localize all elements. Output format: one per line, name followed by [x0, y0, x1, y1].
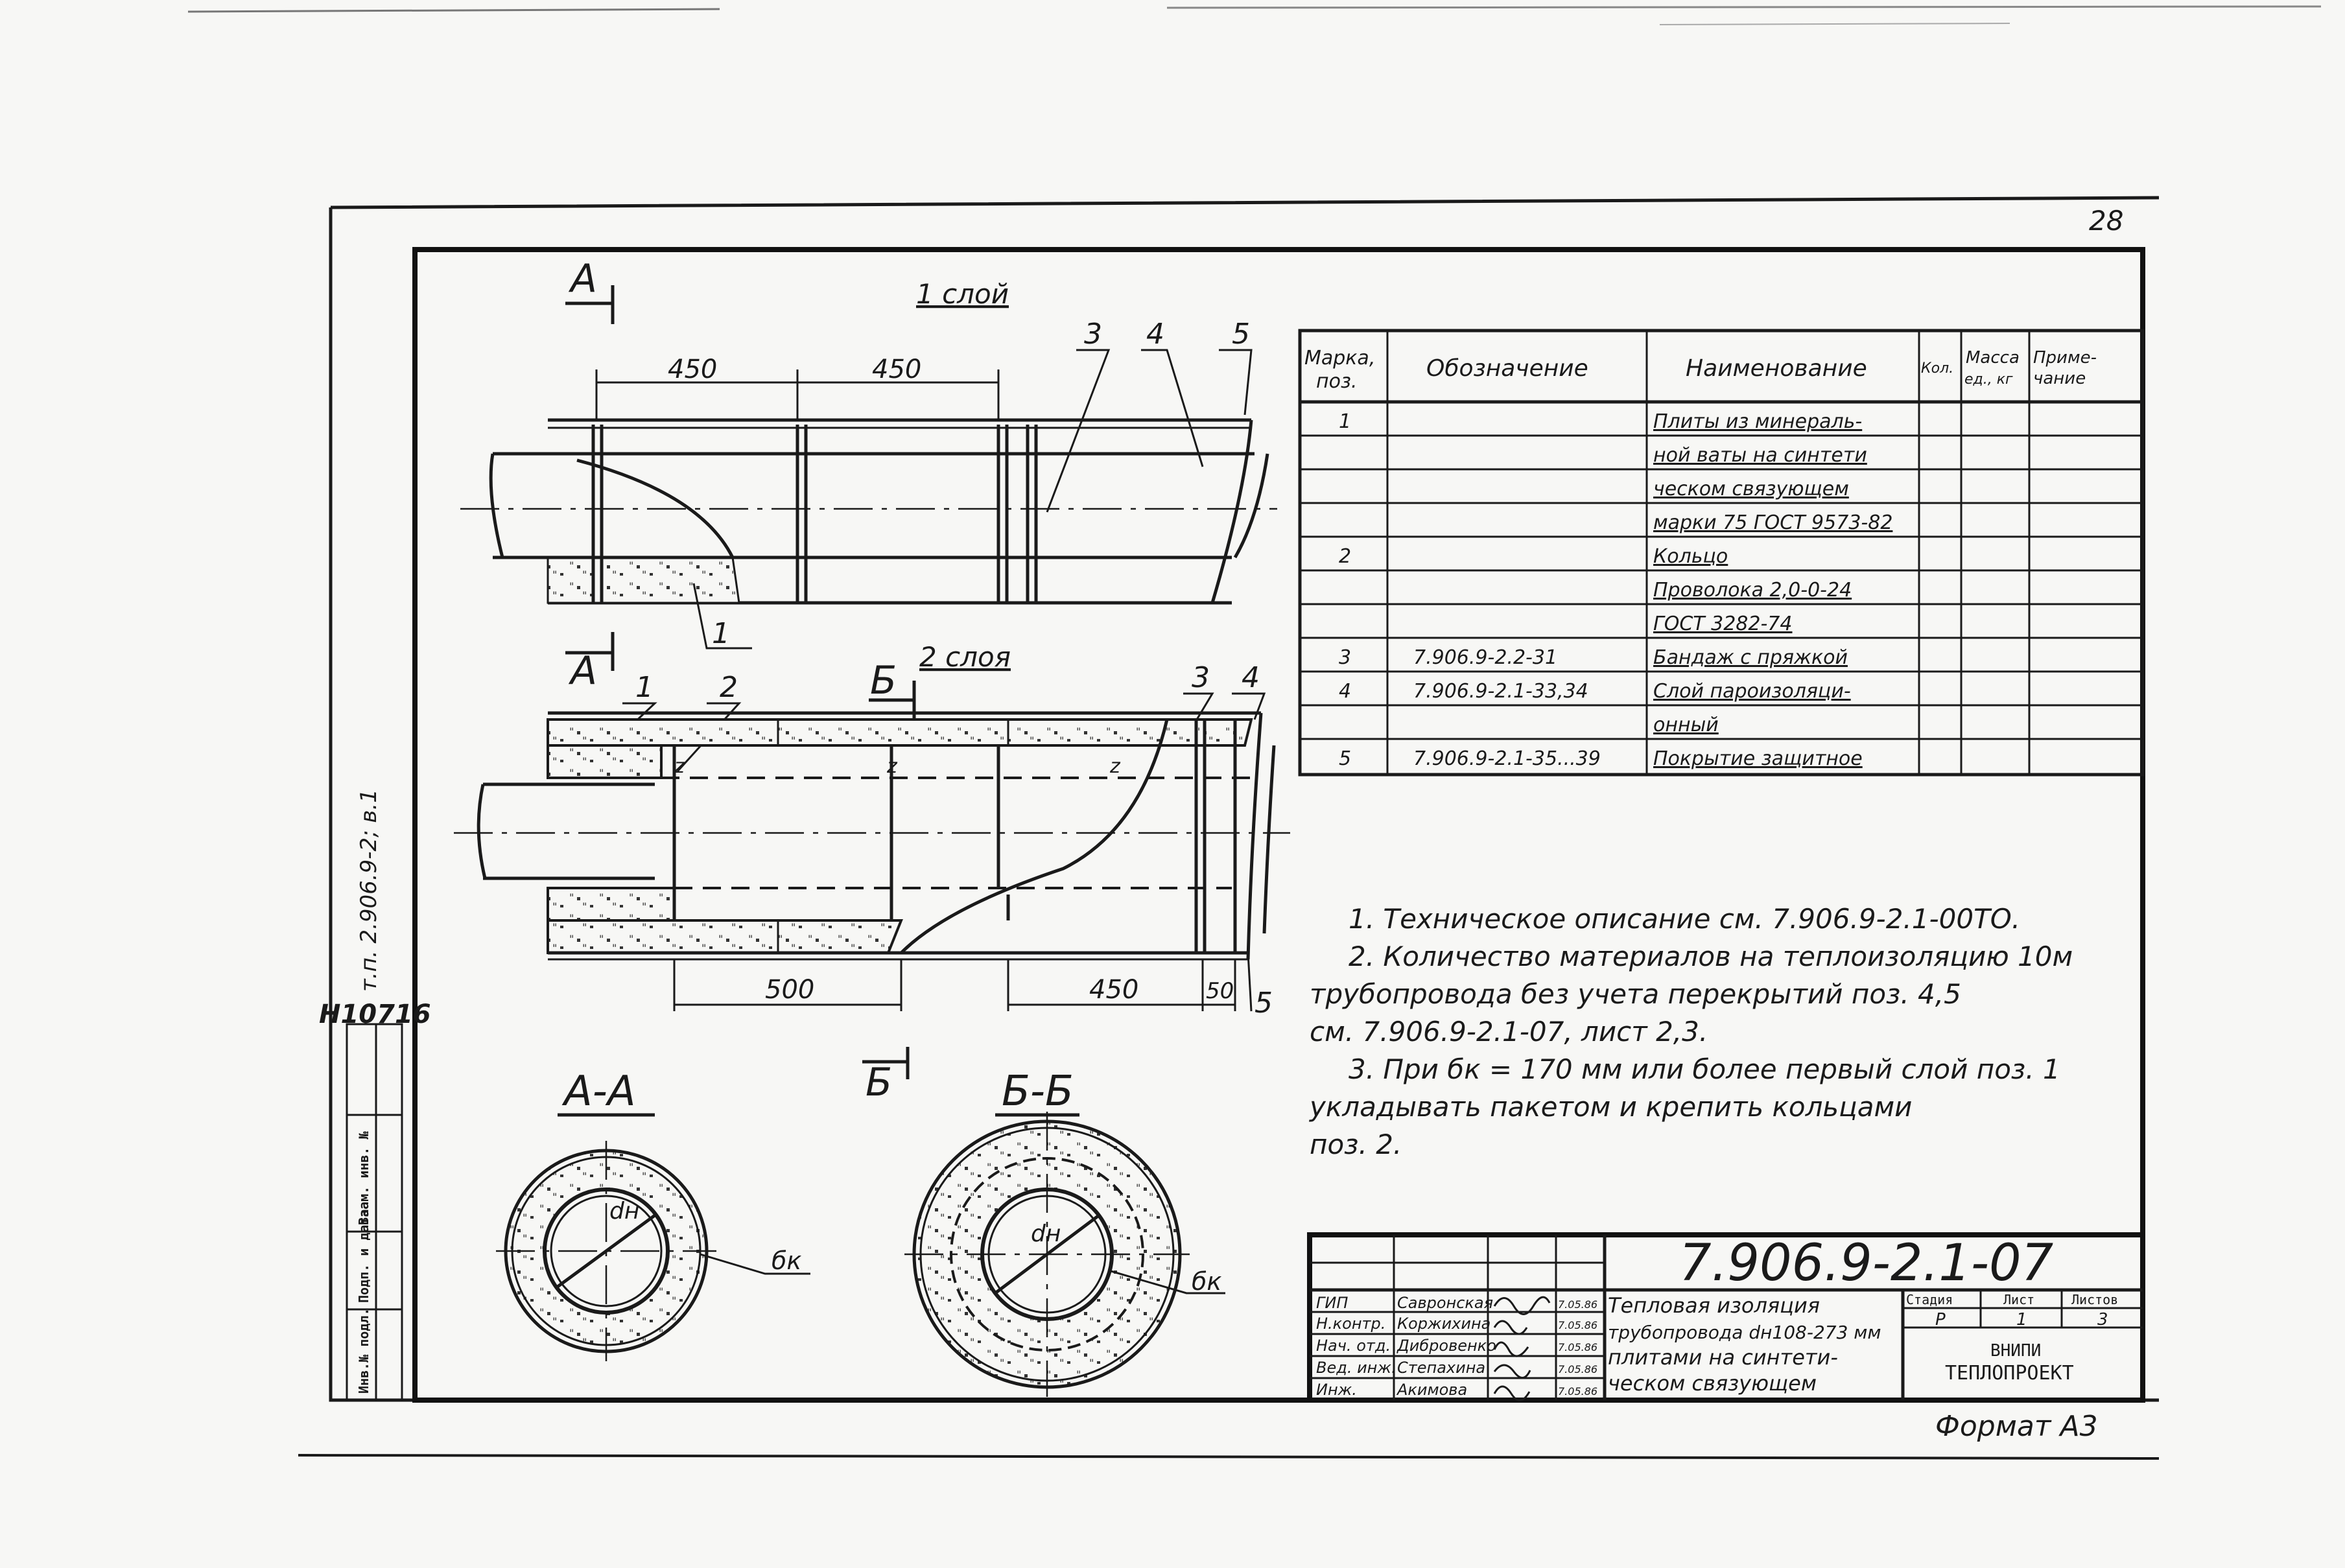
- bk-label-b: бк: [1192, 1267, 1222, 1296]
- notes: [1308, 903, 2073, 1160]
- hdr-qty: Кол.: [1921, 360, 1954, 377]
- strip-label-repl: Взам. инв. №: [356, 1131, 371, 1225]
- org-line-1: ВНИПИ: [1990, 1341, 2042, 1361]
- row-name: Кольцо: [1653, 545, 1728, 568]
- row-name: ческом связующем: [1653, 478, 1849, 500]
- title-line: Тепловая изоляция: [1608, 1293, 1820, 1318]
- row-mark: 5: [1339, 747, 1352, 770]
- signer-name: Акимова: [1397, 1381, 1468, 1399]
- title-line: плитами на синтети-: [1608, 1345, 1838, 1370]
- cut-b-bottom: Б: [866, 1060, 893, 1105]
- signer-date: 7.05.86: [1558, 1385, 1598, 1398]
- drawing-code: 7.906.9-2.1-07: [1679, 1234, 2054, 1293]
- pos-4-top: 4: [1146, 318, 1164, 351]
- hdr-note-2: чание: [2033, 369, 2086, 388]
- pos-5-top: 5: [1232, 318, 1250, 351]
- strip-label-inv: Инв.№ подл.: [356, 1307, 371, 1394]
- section-b-b: [862, 1047, 1225, 1397]
- spec-table: [1300, 331, 2143, 775]
- dim-500: 500: [765, 975, 815, 1005]
- title-line: ческом связующем: [1608, 1371, 1817, 1396]
- sheets-header: Листов: [2071, 1292, 2119, 1307]
- sheet-header: Лист: [2003, 1292, 2035, 1307]
- strip-label-sign: Подп. и дата: [356, 1209, 371, 1303]
- row-name: Проволока 2,0-0-24: [1653, 579, 1852, 602]
- dim-450-c: 450: [1089, 975, 1139, 1005]
- row-name: онный: [1653, 714, 1719, 736]
- note-line: см. 7.906.9-2.1-07, лист 2,3.: [1310, 1016, 1708, 1047]
- title-block: [1310, 1234, 2143, 1400]
- signer-name: Степахина: [1397, 1359, 1486, 1377]
- scan-line: [1167, 6, 2321, 8]
- hdr-mass-1: Масса: [1966, 348, 2020, 368]
- view-one-layer: [460, 256, 1277, 694]
- svg-text:z: z: [1110, 755, 1120, 778]
- org-line-2: ТЕПЛОПРОЕКТ: [1945, 1362, 2074, 1385]
- section-aa-label: А-А: [564, 1068, 636, 1116]
- row-mark: 3: [1339, 646, 1352, 669]
- svg-text:z: z: [887, 755, 897, 778]
- dn-label-b: dн: [1031, 1221, 1061, 1247]
- row-name: Плиты из минераль-: [1653, 410, 1863, 433]
- pos-4-view2: 4: [1242, 661, 1260, 694]
- note-line: трубопровода без учета перекрытий поз. 4,5: [1310, 978, 1961, 1010]
- signer-name: Коржихина: [1397, 1315, 1491, 1333]
- row-name: ной ваты на синтети: [1653, 444, 1867, 467]
- stage-header: Стадия: [1906, 1292, 1953, 1307]
- hdr-designation: Обозначение: [1426, 355, 1588, 382]
- signer-role: ГИП: [1316, 1294, 1349, 1312]
- row-name: марки 75 ГОСТ 9573-82: [1653, 511, 1893, 534]
- format-label: Формат А3: [1935, 1410, 2098, 1443]
- stage-value: Р: [1935, 1310, 1946, 1329]
- view-two-layers: [454, 641, 1290, 1020]
- pos-2-view2: 2: [720, 671, 738, 704]
- note-line: укладывать пакетом и крепить кольцами: [1310, 1091, 1913, 1123]
- row-name: Бандаж с пряжкой: [1653, 646, 1848, 669]
- section-bb-label: Б-Б: [1002, 1068, 1074, 1116]
- note-line: поз. 2.: [1310, 1129, 1402, 1160]
- wool-layer-cut: [548, 557, 739, 603]
- note-line: 1. Техническое описание см. 7.906.9-2.1-00ТО.: [1349, 903, 2021, 935]
- row-designation: 7.906.9-2.1-35...39: [1413, 747, 1601, 770]
- signer-date: 7.05.86: [1558, 1341, 1598, 1353]
- cut-a-top: А: [571, 256, 598, 301]
- scan-line: [188, 9, 720, 12]
- sheet-bottom-line: [298, 1455, 2159, 1458]
- signer-role: Нач. отд.: [1316, 1337, 1391, 1355]
- sheets-value: 3: [2097, 1310, 2108, 1329]
- signer-name: Дибровенко: [1397, 1337, 1496, 1355]
- layer2-title: 2 слоя: [919, 641, 1011, 673]
- dn-label-a: dн: [609, 1198, 640, 1224]
- dim-450-a: 450: [668, 355, 718, 384]
- pos-1-view1: 1: [712, 617, 730, 650]
- pos-3-view2: 3: [1192, 661, 1210, 694]
- cut-b-top: Б: [870, 658, 897, 703]
- title-line: трубопровода dн108-273 мм: [1608, 1322, 1881, 1343]
- bk-label-a: бк: [772, 1246, 802, 1275]
- corner-mark: 28: [2089, 205, 2124, 237]
- row-designation: 7.906.9-2.1-33,34: [1413, 680, 1588, 703]
- signer-name: Савронская: [1397, 1294, 1494, 1312]
- cut-a-bottom: А: [571, 648, 598, 694]
- row-name: ГОСТ 3282-74: [1653, 613, 1793, 635]
- signer-date: 7.05.86: [1558, 1298, 1598, 1311]
- scan-line: [1660, 23, 2010, 25]
- row-designation: 7.906.9-2.2-31: [1413, 646, 1558, 669]
- pos-3-top: 3: [1084, 318, 1102, 351]
- hdr-note-1: Приме-: [2033, 348, 2097, 368]
- pos-5-view2: 5: [1255, 987, 1273, 1020]
- sheet-value: 1: [2016, 1310, 2027, 1329]
- signer-date: 7.05.86: [1558, 1363, 1598, 1375]
- note-line: 3. При бк = 170 мм или более первый слой поз. 1: [1349, 1053, 2060, 1085]
- dim-450-b: 450: [872, 355, 922, 384]
- left-info-strip: [347, 1024, 402, 1400]
- row-name: Покрытие защитное: [1653, 747, 1863, 770]
- hdr-mass-2: ед., кг: [1964, 371, 2013, 388]
- pos-1-view2: 1: [635, 671, 654, 704]
- signer-role: Инж.: [1316, 1381, 1357, 1399]
- row-name: Слой пароизоляци-: [1653, 680, 1851, 703]
- row-mark: 1: [1339, 410, 1352, 433]
- section-a-a: [496, 1068, 810, 1361]
- side-stamp: т.п. 2.906.9-2; в.1: [356, 789, 382, 992]
- layer1-title: 1 слой: [916, 278, 1009, 310]
- signer-date: 7.05.86: [1558, 1319, 1598, 1331]
- dim-50: 50: [1206, 978, 1234, 1004]
- inventory-number: Н10716: [319, 1000, 431, 1029]
- signer-role: Вед. инж.: [1316, 1359, 1396, 1377]
- signer-role: Н.контр.: [1316, 1315, 1386, 1333]
- row-mark: 2: [1339, 545, 1352, 568]
- hdr-mark-2: поз.: [1316, 370, 1358, 393]
- hdr-mark-1: Марка,: [1304, 347, 1376, 369]
- note-line: 2. Количество материалов на теплоизоляцию 10м: [1349, 941, 2073, 972]
- hdr-name: Наименование: [1686, 355, 1867, 382]
- svg-text:z: z: [674, 755, 685, 778]
- row-mark: 4: [1339, 680, 1352, 703]
